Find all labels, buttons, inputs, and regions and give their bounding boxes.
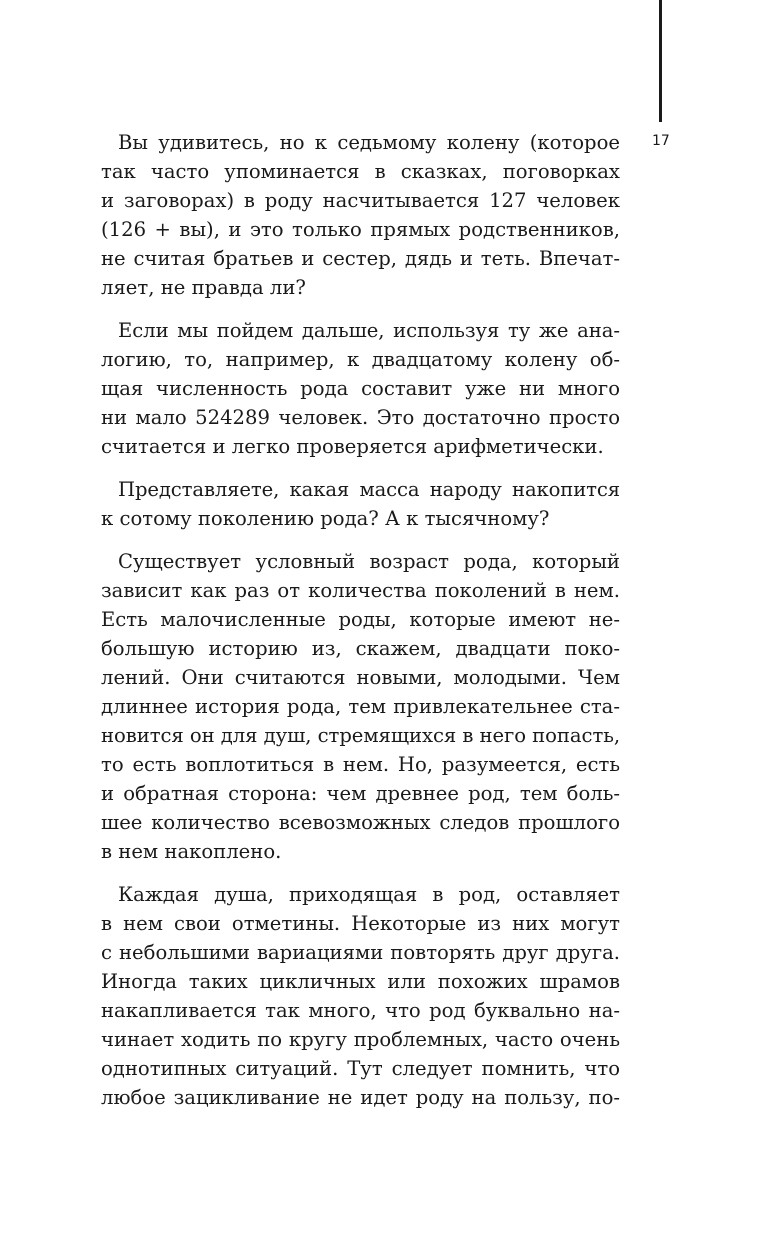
- text-line: Существует условный возраст рода, который: [118, 550, 620, 573]
- text-line: зависит как раз от количества поколений в нем.: [101, 579, 620, 602]
- text-line: накапливается так много, что род буквально на-: [101, 999, 620, 1022]
- text-line: то есть воплотиться в нем. Но, разумеется, есть: [101, 753, 620, 776]
- text-line: Каждая душа, приходящая в род, оставляет: [118, 883, 620, 906]
- text-line: не считая братьев и сестер, дядь и теть. Впечат-: [101, 247, 620, 270]
- text-line: однотипных ситуаций. Тут следует помнить, что: [101, 1057, 620, 1080]
- text-line: в нем свои отметины. Некоторые из них могут: [101, 912, 620, 935]
- paragraph-3: [101, 475, 620, 533]
- text-line: Представляете, какая масса народу накопится: [118, 478, 620, 501]
- text-line: с небольшими вариациями повторять друг друга.: [101, 941, 620, 964]
- text-line: щая численность рода составит уже ни много: [101, 377, 620, 400]
- paragraph-4: [101, 547, 620, 866]
- text-line: и заговорах) в роду насчитывается 127 человек: [101, 189, 620, 212]
- text-line: шее количество всевозможных следов прошлого: [101, 811, 620, 834]
- text-line: Есть малочисленные роды, которые имеют не-: [101, 608, 620, 631]
- text-line: чинает ходить по кругу проблемных, часто очень: [101, 1028, 620, 1051]
- text-line: ляет, не правда ли?: [101, 276, 306, 299]
- text-line: любое зацикливание не идет роду на пользу, по-: [101, 1086, 620, 1109]
- text-line: лений. Они считаются новыми, молодыми. Чем: [101, 666, 620, 689]
- text-line: (126 + вы), и это только прямых родственников,: [101, 218, 620, 241]
- text-line: Иногда таких цикличных или похожих шрамов: [101, 970, 620, 993]
- text-line: Если мы пойдем дальше, используя ту же ана-: [118, 319, 620, 342]
- text-line: большую историю из, скажем, двадцати поко-: [101, 637, 620, 660]
- text-line: длиннее история рода, тем привлекательнее ста-: [101, 695, 620, 718]
- body-text: [101, 128, 620, 1126]
- text-line: ни мало 524289 человек. Это достаточно просто: [101, 406, 620, 429]
- text-line: новится он для душ, стремящихся в него попасть,: [101, 724, 620, 747]
- text-line: в нем накоплено.: [101, 840, 282, 863]
- page-number: 17: [652, 133, 670, 149]
- page-margin-rule: [659, 0, 662, 122]
- text-line: логию, то, например, к двадцатому колену об-: [101, 348, 620, 371]
- text-line: к сотому поколению рода? А к тысячному?: [101, 507, 550, 530]
- text-line: считается и легко проверяется арифметически.: [101, 435, 604, 458]
- paragraph-5: [101, 880, 620, 1112]
- text-line: так часто упоминается в сказках, поговорках: [101, 160, 620, 183]
- text-line: и обратная сторона: чем древнее род, тем боль-: [101, 782, 620, 805]
- text-line: Вы удивитесь, но к седьмому колену (которое: [118, 131, 620, 154]
- paragraph-2: [101, 316, 620, 461]
- paragraph-1: [101, 128, 620, 302]
